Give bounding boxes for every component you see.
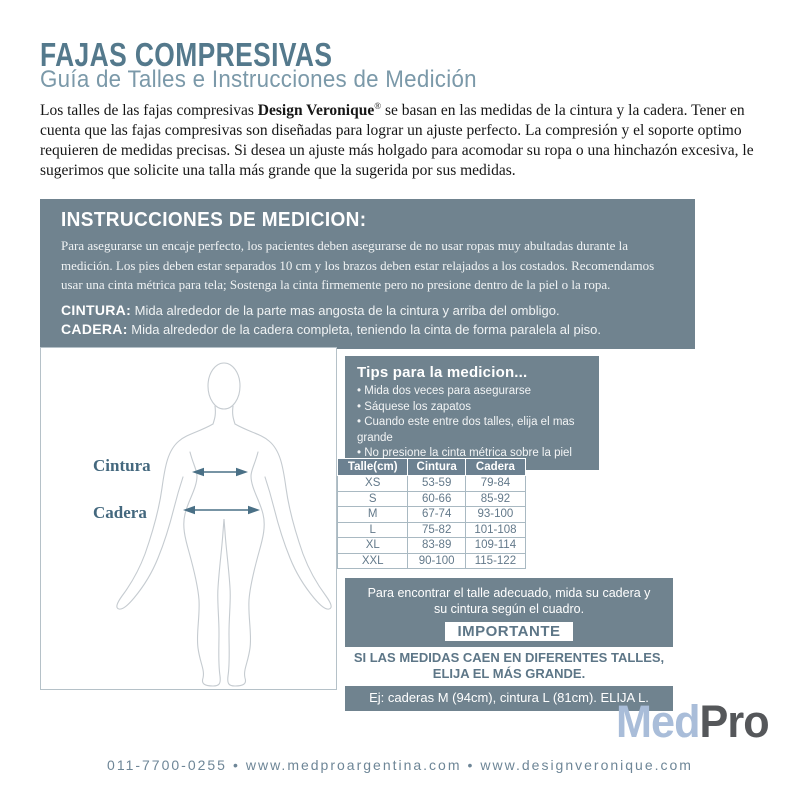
tip-item: • Mida dos veces para asegurarse bbox=[357, 384, 587, 400]
size-cell: XL bbox=[338, 538, 408, 554]
important-badge: IMPORTANTE bbox=[445, 622, 572, 641]
page-subtitle: Guía de Talles e Instrucciones de Medición bbox=[40, 66, 477, 93]
footer-contact bbox=[0, 757, 800, 773]
tips-heading: Tips para la medicion... bbox=[357, 364, 528, 381]
size-cell: 75-82 bbox=[408, 522, 465, 538]
size-table-header-talle: Talle(cm) bbox=[338, 459, 408, 476]
size-cell: 67-74 bbox=[408, 507, 465, 523]
footer-site-2: www.designveronique.com bbox=[480, 757, 693, 773]
waist-instruction-text: Mida alrededor de la parte mas angosta de la cintura y arriba del ombligo. bbox=[131, 302, 560, 318]
size-cell: XS bbox=[338, 476, 408, 492]
table-row bbox=[338, 538, 526, 554]
size-table-header-cintura: Cintura bbox=[408, 459, 465, 476]
size-cell: 83-89 bbox=[408, 538, 465, 554]
hip-instruction bbox=[61, 320, 674, 340]
size-table-header bbox=[338, 459, 526, 476]
footer-site-1: www.medproargentina.com bbox=[245, 757, 462, 773]
instructions-body: Para asegurarse un encaje perfecto, los pacientes deben asegurarse de no usar ropas muy abultadas durante la medición. Los pies deben estar separados 10 cm y los brazos deben estar relajados a los costados. Recomendamos usar una cinta métrica para tela; Sostenga la cinta firmemente pero no presione dentro de la piel o la ropa. bbox=[61, 238, 655, 292]
size-cell: 85-92 bbox=[465, 491, 525, 507]
size-cell: M bbox=[338, 507, 408, 523]
important-example: Ej: caderas M (94cm), cintura L (81cm). ELIJA L. bbox=[369, 690, 649, 705]
table-row bbox=[338, 476, 526, 492]
size-cell: 53-59 bbox=[408, 476, 465, 492]
logo-pro: Pro bbox=[699, 696, 769, 747]
table-row bbox=[338, 522, 526, 538]
waist-instruction bbox=[61, 301, 674, 321]
waist-arrow bbox=[192, 468, 248, 476]
waist-figure-label: Cintura bbox=[93, 456, 151, 475]
size-cell: 60-66 bbox=[408, 491, 465, 507]
footer-separator: • bbox=[232, 757, 240, 773]
size-cell: 90-100 bbox=[408, 553, 465, 569]
important-warning-line2: ELIJA EL MÁS GRANDE. bbox=[432, 666, 586, 681]
important-intro: Para encontrar el talle adecuado, mida su cadera y su cintura según el cuadro. bbox=[367, 586, 651, 616]
intro-paragraph bbox=[40, 96, 764, 181]
medpro-logo bbox=[616, 696, 769, 748]
hip-instruction-text: Mida alrededor de la cadera completa, teniendo la cinta de forma paralela al piso. bbox=[127, 322, 601, 337]
waist-instruction-label: CINTURA: bbox=[61, 301, 132, 318]
brand-name: Design Veronique bbox=[257, 102, 375, 120]
size-cell: 115-122 bbox=[465, 553, 525, 569]
size-cell: 101-108 bbox=[465, 522, 525, 538]
size-cell: S bbox=[338, 491, 408, 507]
body-outline bbox=[117, 363, 331, 686]
important-warning bbox=[345, 647, 673, 686]
tip-item: • Cuando este entre dos talles, elija el mas grande bbox=[357, 415, 587, 446]
size-cell: L bbox=[338, 522, 408, 538]
instructions-panel bbox=[40, 199, 695, 349]
table-row bbox=[338, 491, 526, 507]
size-cell: 79-84 bbox=[465, 476, 525, 492]
intro-text-pre: Los talles de las fajas compresivas bbox=[40, 102, 258, 120]
tip-item: • No presione la cinta métrica sobre la piel bbox=[357, 446, 587, 462]
tips-list bbox=[357, 384, 587, 462]
tip-item: • Sáquese los zapatos bbox=[357, 400, 587, 416]
table-row bbox=[338, 553, 526, 569]
logo-med: Med bbox=[616, 696, 700, 747]
size-cell: 109-114 bbox=[465, 538, 525, 554]
size-table-header-cadera: Cadera bbox=[465, 459, 525, 476]
table-row bbox=[338, 507, 526, 523]
hip-arrow bbox=[183, 506, 260, 514]
intro-text-post: se basan en las medidas de la cintura y la cadera. Tener en cuenta que las fajas compresivas son diseñadas para lograr un ajuste perfecto. La compresión y el soporte optimo requieren de medidas precisas. Si desea un ajuste más holgado para acomodar su ropa o una hinchazón excesiva, le sugerimos que solicite una talla más grande que la sugerida por sus medidas. bbox=[40, 102, 754, 180]
figure-panel bbox=[40, 347, 337, 690]
footer-phone: 011-7700-0255 bbox=[107, 757, 227, 773]
size-cell: XXL bbox=[338, 553, 408, 569]
page-title: FAJAS COMPRESIVAS bbox=[40, 36, 333, 73]
hip-instruction-label: CADERA: bbox=[61, 321, 128, 337]
size-cell: 93-100 bbox=[465, 507, 525, 523]
footer-separator: • bbox=[467, 757, 475, 773]
instructions-heading: INSTRUCCIONES DE MEDICION: bbox=[61, 209, 367, 231]
tips-panel bbox=[345, 356, 599, 470]
body-outline-figure bbox=[41, 348, 336, 689]
important-panel bbox=[345, 578, 673, 711]
important-warning-line1: SI LAS MEDIDAS CAEN EN DIFERENTES TALLES, bbox=[353, 650, 665, 665]
size-table bbox=[337, 458, 526, 569]
registered-mark: ® bbox=[374, 101, 382, 111]
hip-figure-label: Cadera bbox=[93, 503, 147, 522]
